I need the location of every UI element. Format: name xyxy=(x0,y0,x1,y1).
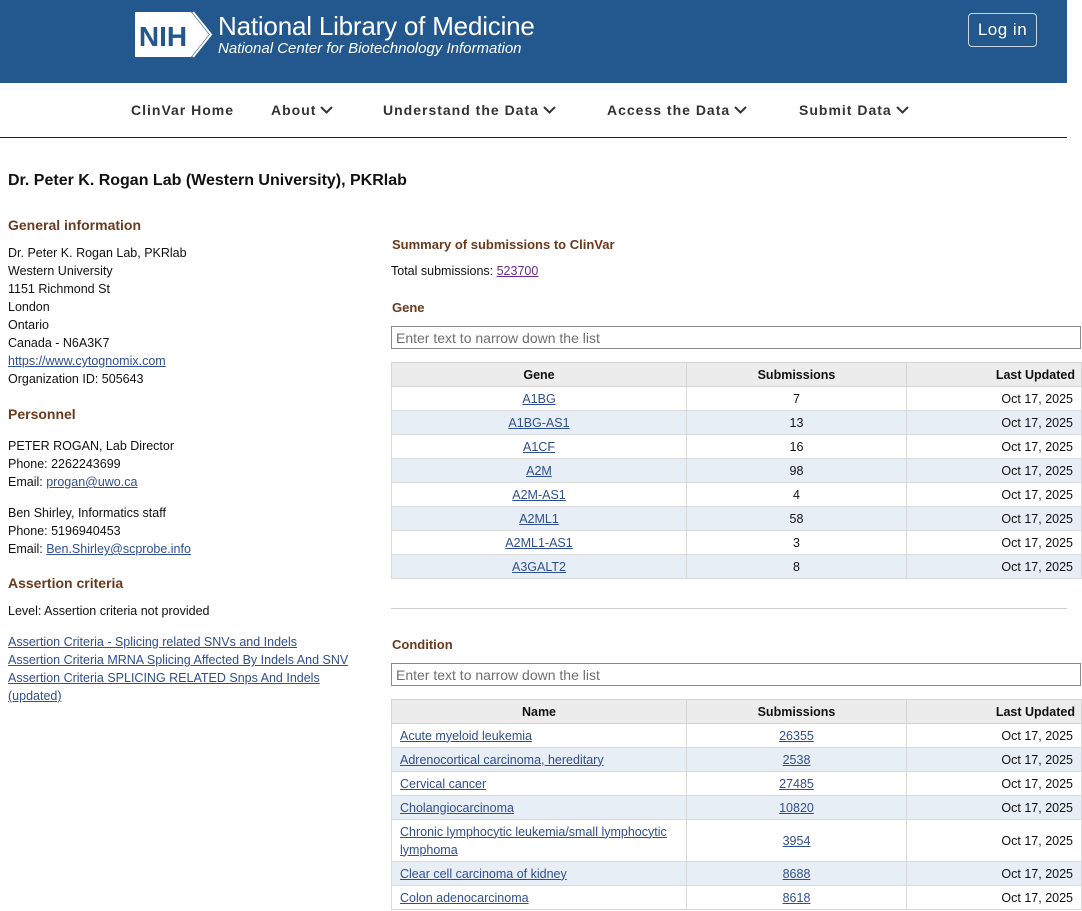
chevron-down-icon xyxy=(734,106,747,114)
table-row xyxy=(392,555,1082,579)
general-info-heading: General information xyxy=(8,217,142,233)
table-row xyxy=(392,411,1082,435)
assertion-level: Level: Assertion criteria not provided xyxy=(8,604,210,618)
person-email-label: Email: xyxy=(8,475,43,489)
submissions-count: 98 xyxy=(687,459,907,483)
condition-link[interactable]: Cervical cancer xyxy=(400,776,487,791)
condition-table xyxy=(391,699,1082,910)
table-row xyxy=(392,862,1082,886)
person-1 xyxy=(8,437,174,491)
table-row xyxy=(392,483,1082,507)
assertion-criteria-link-2[interactable]: Assertion Criteria MRNA Splicing Affected By Indels And SNV xyxy=(8,653,349,667)
org-name: Dr. Peter K. Rogan Lab, PKRlab xyxy=(8,246,187,260)
condition-link[interactable]: Cholangiocarcinoma xyxy=(400,800,514,815)
last-updated: Oct 17, 2025 xyxy=(907,531,1082,555)
condition-filter-input[interactable] xyxy=(391,663,1081,686)
gene-link[interactable]: A1BG xyxy=(522,391,556,406)
gene-link[interactable]: A2M xyxy=(526,463,552,478)
nav-about[interactable]: About xyxy=(271,102,333,118)
last-updated: Oct 17, 2025 xyxy=(907,459,1082,483)
gene-link[interactable]: A2ML1 xyxy=(519,511,559,526)
main-nav xyxy=(0,83,1067,138)
ncbi-subtitle: National Center for Biotechnology Information xyxy=(218,40,522,57)
last-updated: Oct 17, 2025 xyxy=(907,862,1082,886)
chevron-down-icon xyxy=(320,106,333,114)
nav-clinvar-home[interactable]: ClinVar Home xyxy=(131,102,235,118)
submissions-count: 3 xyxy=(687,531,907,555)
table-row xyxy=(392,820,1082,862)
last-updated: Oct 17, 2025 xyxy=(907,724,1082,748)
org-city: London xyxy=(8,300,50,314)
condition-link[interactable]: Colon adenocarcinoma xyxy=(400,890,529,905)
last-updated: Oct 17, 2025 xyxy=(907,772,1082,796)
person-email-label: Email: xyxy=(8,542,43,556)
gene-table-scroll[interactable] xyxy=(391,362,1081,574)
last-updated: Oct 17, 2025 xyxy=(907,507,1082,531)
person-name-role: PETER ROGAN, Lab Director xyxy=(8,439,175,453)
condition-link[interactable]: Adrenocortical carcinoma, hereditary xyxy=(400,752,604,767)
gene-link[interactable]: A3GALT2 xyxy=(512,559,566,574)
col-submissions-header[interactable]: Submissions xyxy=(687,700,907,724)
org-country: Canada - N6A3K7 xyxy=(8,336,110,350)
person-phone: Phone: 5196940453 xyxy=(8,524,121,538)
person-name-role: Ben Shirley, Informatics staff xyxy=(8,506,166,520)
site-header xyxy=(0,0,1067,83)
org-street: 1151 Richmond St xyxy=(8,282,110,296)
assertion-criteria-link-3[interactable]: Assertion Criteria SPLICING RELATED Snps And Indels xyxy=(8,671,320,685)
table-row xyxy=(392,459,1082,483)
last-updated: Oct 17, 2025 xyxy=(907,796,1082,820)
assertion-criteria-heading: Assertion criteria xyxy=(8,575,124,591)
submissions-link[interactable]: 26355 xyxy=(779,728,814,743)
total-submissions-label: Total submissions: xyxy=(391,264,494,278)
gene-filter-input[interactable] xyxy=(391,326,1081,349)
gene-table-header xyxy=(392,363,1082,387)
col-gene-header[interactable]: Gene xyxy=(392,363,687,387)
gene-table xyxy=(391,362,1082,579)
org-id: Organization ID: 505643 xyxy=(8,372,144,386)
table-row xyxy=(392,387,1082,411)
table-row xyxy=(392,796,1082,820)
last-updated: Oct 17, 2025 xyxy=(907,483,1082,507)
section-divider xyxy=(391,608,1067,609)
table-row xyxy=(392,435,1082,459)
assertion-links xyxy=(8,633,348,705)
gene-link[interactable]: A2M-AS1 xyxy=(512,487,566,502)
submissions-link[interactable]: 8688 xyxy=(782,866,811,881)
total-submissions xyxy=(391,264,538,278)
chevron-down-icon xyxy=(896,106,909,114)
last-updated: Oct 17, 2025 xyxy=(907,555,1082,579)
col-last-updated-header[interactable]: Last Updated xyxy=(907,363,1082,387)
condition-link[interactable]: Chronic lymphocytic leukemia/small lymphocytic lymphoma xyxy=(400,824,667,857)
org-website-link[interactable]: https://www.cytognomix.com xyxy=(8,354,166,368)
nih-logo-icon[interactable] xyxy=(133,10,211,59)
summary-heading: Summary of submissions to ClinVar xyxy=(392,237,615,252)
nih-logo-text: NIH xyxy=(138,21,188,52)
submissions-count: 58 xyxy=(687,507,907,531)
submissions-count: 8 xyxy=(687,555,907,579)
person-phone: Phone: 2262243699 xyxy=(8,457,121,471)
gene-link[interactable]: A1BG-AS1 xyxy=(508,415,570,430)
col-submissions-header[interactable]: Submissions xyxy=(687,363,907,387)
page-title: Dr. Peter K. Rogan Lab (Western University), PKRlab xyxy=(8,172,407,189)
nav-understand-data[interactable]: Understand the Data xyxy=(383,102,556,118)
table-row xyxy=(392,531,1082,555)
assertion-criteria-link-1[interactable]: Assertion Criteria - Splicing related SNVs and Indels xyxy=(8,635,298,649)
nav-access-data[interactable]: Access the Data xyxy=(607,102,747,118)
condition-table-scroll[interactable] xyxy=(391,699,1081,911)
condition-link[interactable]: Acute myeloid leukemia xyxy=(400,728,533,743)
table-row xyxy=(392,886,1082,910)
submissions-count: 16 xyxy=(687,435,907,459)
last-updated: Oct 17, 2025 xyxy=(907,886,1082,910)
last-updated: Oct 17, 2025 xyxy=(907,748,1082,772)
submissions-link[interactable]: 10820 xyxy=(779,800,814,815)
chevron-down-icon xyxy=(543,106,556,114)
personnel-heading: Personnel xyxy=(8,406,76,422)
last-updated: Oct 17, 2025 xyxy=(907,435,1082,459)
last-updated: Oct 17, 2025 xyxy=(907,387,1082,411)
org-institution: Western University xyxy=(8,264,113,278)
col-name-header[interactable]: Name xyxy=(392,700,687,724)
nav-submit-data[interactable]: Submit Data xyxy=(799,102,909,118)
table-row xyxy=(392,507,1082,531)
nlm-title[interactable]: National Library of Medicine xyxy=(218,11,535,41)
submissions-link[interactable]: 3954 xyxy=(782,833,811,848)
last-updated: Oct 17, 2025 xyxy=(907,820,1082,862)
submissions-count: 13 xyxy=(687,411,907,435)
org-province: Ontario xyxy=(8,318,49,332)
table-row xyxy=(392,724,1082,748)
submissions-count: 4 xyxy=(687,483,907,507)
submissions-link[interactable]: 2538 xyxy=(782,752,811,767)
table-row xyxy=(392,772,1082,796)
gene-link[interactable]: A1CF xyxy=(523,439,555,454)
assertion-criteria-link-3-cont[interactable]: (updated) xyxy=(8,689,62,703)
last-updated: Oct 17, 2025 xyxy=(907,411,1082,435)
condition-link[interactable]: Clear cell carcinoma of kidney xyxy=(400,866,567,881)
condition-heading: Condition xyxy=(392,637,453,652)
total-submissions-link[interactable]: 523700 xyxy=(496,264,539,278)
gene-link[interactable]: A2ML1-AS1 xyxy=(505,535,573,550)
person-email-link[interactable]: Ben.Shirley@scprobe.info xyxy=(46,542,191,556)
condition-table-header xyxy=(392,700,1082,724)
general-info-block xyxy=(8,244,187,388)
submissions-count: 7 xyxy=(687,387,907,411)
col-last-updated-header[interactable]: Last Updated xyxy=(907,700,1082,724)
submissions-link[interactable]: 8618 xyxy=(782,890,811,905)
person-2 xyxy=(8,504,191,558)
submissions-link[interactable]: 27485 xyxy=(779,776,814,791)
person-email-link[interactable]: progan@uwo.ca xyxy=(46,475,138,489)
table-row xyxy=(392,748,1082,772)
gene-heading: Gene xyxy=(392,300,425,315)
login-button[interactable]: Log in xyxy=(968,13,1037,47)
